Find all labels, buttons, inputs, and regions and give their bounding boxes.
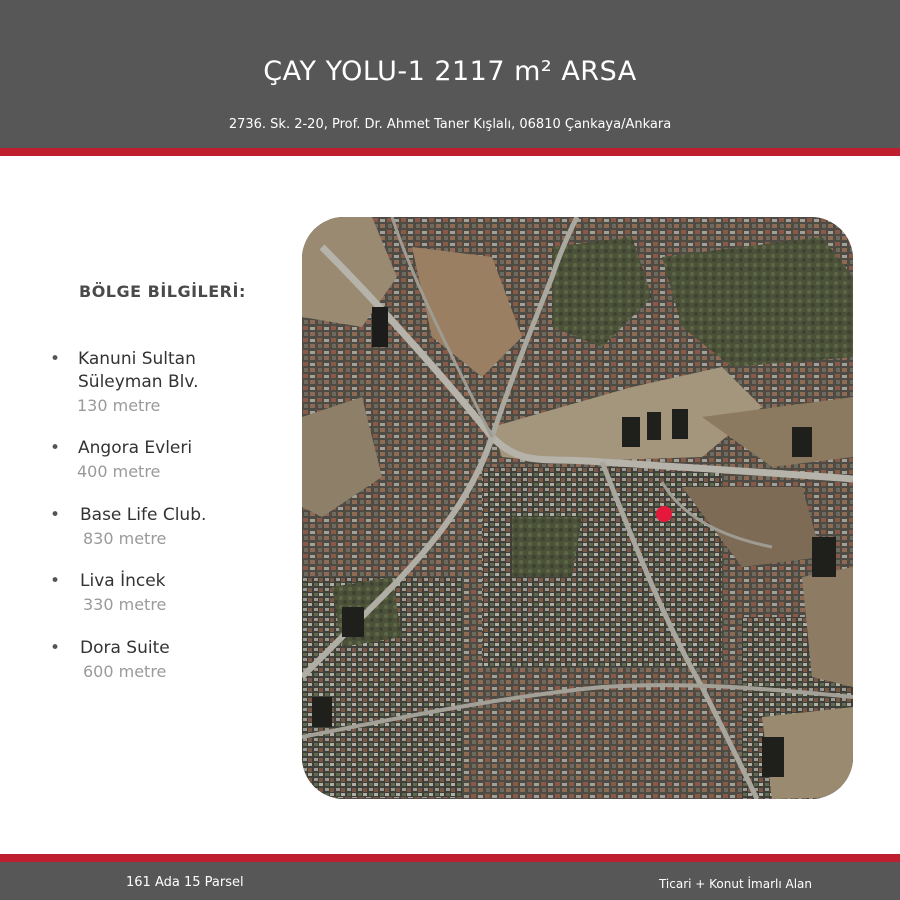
poi-distance: 400 metre (77, 462, 161, 481)
poi-name: Liva İncek (80, 571, 166, 591)
poi-distance: 830 metre (83, 529, 167, 548)
bullet-icon: • (50, 638, 61, 658)
page-title: ÇAY YOLU-1 2117 m² ARSA (263, 56, 637, 87)
satellite-map[interactable] (302, 217, 853, 799)
bullet-icon: • (50, 349, 61, 369)
poi-item (50, 570, 280, 616)
poi-item (50, 504, 280, 550)
poi-item (50, 348, 280, 417)
address-text: 2736. Sk. 2-20, Prof. Dr. Ahmet Taner Kışlalı, 06810 Çankaya/Ankara (228, 117, 672, 132)
satellite-map-graphic (302, 217, 853, 799)
poi-distance: 600 metre (83, 662, 167, 681)
zoning-info: Ticari + Konut İmarlı Alan (658, 877, 812, 891)
poi-name: Dora Suite (80, 638, 170, 658)
poi-distance: 130 metre (77, 396, 161, 415)
parcel-info: 161 Ada 15 Parsel (126, 875, 244, 890)
poi-item (50, 637, 280, 683)
location-marker-icon[interactable] (656, 506, 672, 522)
bullet-icon: • (50, 571, 61, 591)
poi-item (50, 437, 280, 483)
region-info-heading: BÖLGE BİLGİLERİ: (79, 282, 246, 301)
footer-accent-stripe (0, 854, 900, 862)
poi-name: Base Life Club. (80, 505, 207, 525)
poi-name: Angora Evleri (78, 438, 193, 458)
bullet-icon: • (50, 438, 61, 458)
poi-distance: 330 metre (83, 595, 167, 614)
header-accent-stripe (0, 148, 900, 156)
poi-name: Kanuni Sultan Süleyman Blv. (78, 349, 199, 392)
bullet-icon: • (50, 505, 61, 525)
